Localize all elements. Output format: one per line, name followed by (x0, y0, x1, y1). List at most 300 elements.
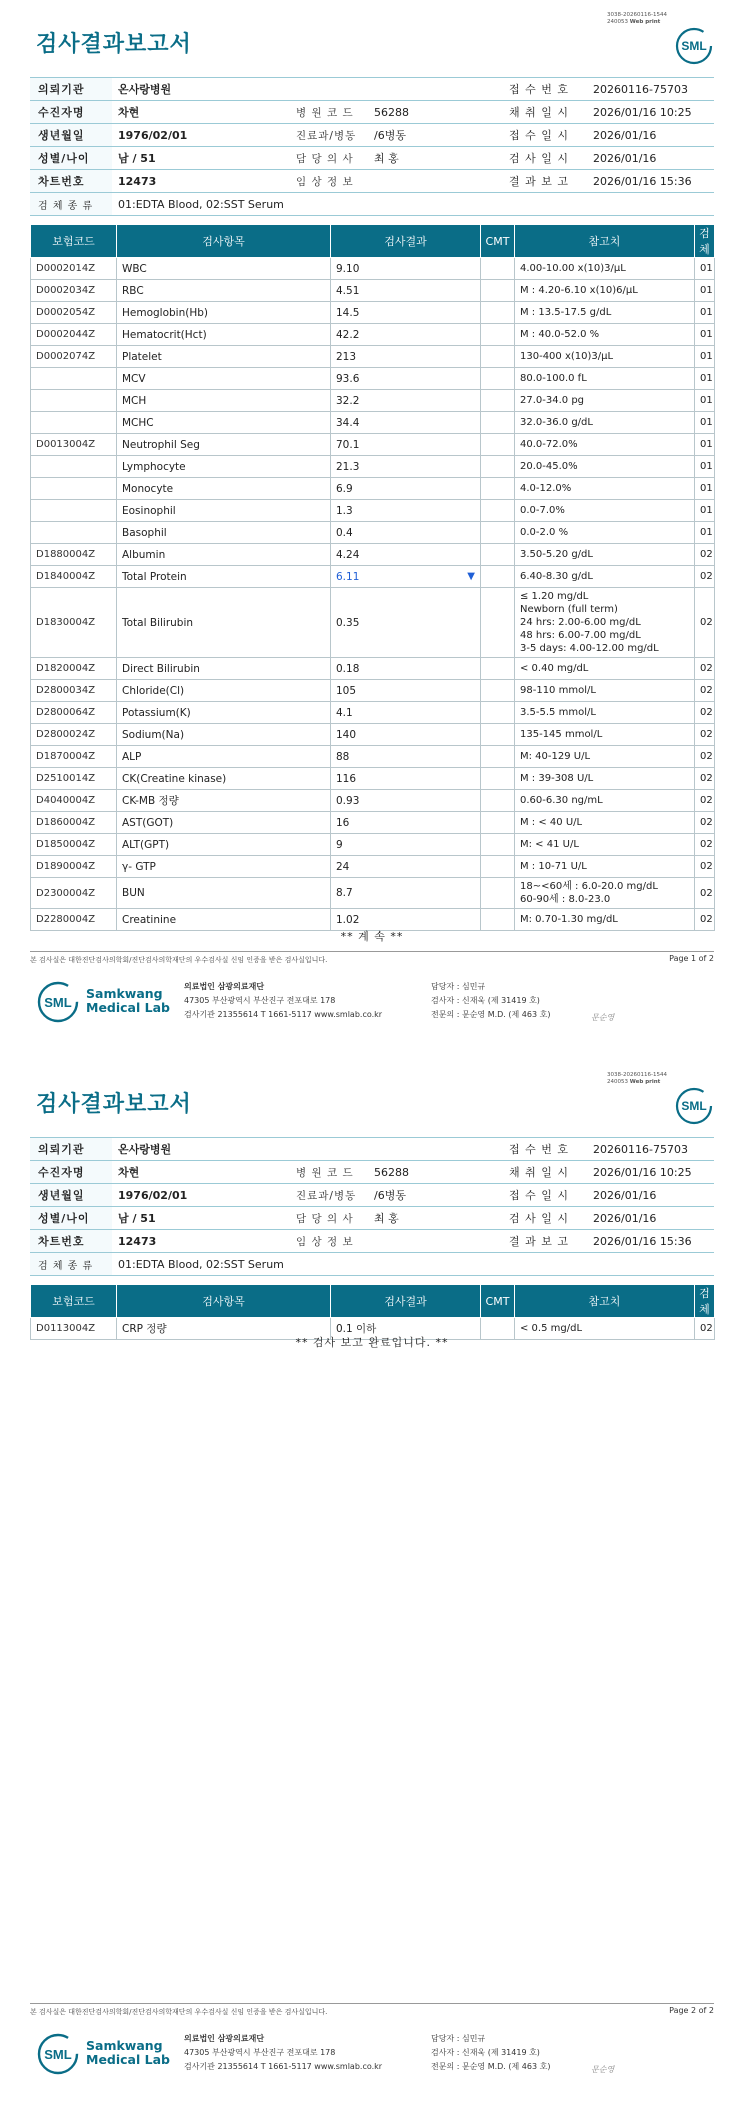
specimen-type-label: 검 체 종 류 (30, 1253, 112, 1276)
sml-footer-logo-text: SML (44, 2047, 72, 2062)
specimen-cell: 01 (695, 478, 715, 500)
low-flag-icon: ▼ (467, 570, 475, 582)
receipt-date-label: 접 수 일 시 (503, 124, 587, 147)
cmt-cell (481, 768, 515, 790)
reference-range-cell: 3.50-5.20 g/dL (515, 544, 695, 566)
print-stamp (607, 12, 697, 26)
dept-label: 진료과/병동 (290, 1184, 368, 1207)
insurance-code-cell (31, 478, 117, 500)
web-print-label: Web print (629, 19, 661, 25)
sex-age-label: 성별/나이 (30, 1207, 112, 1230)
reference-range-cell: M : 13.5-17.5 g/dL (515, 302, 695, 324)
dob-value: 1976/02/01 (112, 1184, 290, 1207)
continue-marker: ** 계 속 ** (340, 930, 404, 943)
report-time-label: 결 과 보 고 (503, 170, 587, 193)
result-row (31, 658, 715, 680)
cmt-cell (481, 588, 515, 658)
insurance-code-cell (31, 522, 117, 544)
staff-line1: 담당자 : 심민규 (431, 982, 486, 991)
lab-staff (431, 2032, 550, 2074)
specimen-cell: 02 (695, 724, 715, 746)
test-item-cell: Hemoglobin(Hb) (117, 302, 331, 324)
test-item-cell: Lymphocyte (117, 456, 331, 478)
result-value: 213 (336, 350, 357, 363)
reference-range-cell: M: < 41 U/L (515, 834, 695, 856)
result-row (31, 434, 715, 456)
result-value: 24 (336, 860, 350, 873)
reference-range-cell: 6.40-8.30 g/dL (515, 566, 695, 588)
certification-note: 본 검사실은 대한진단검사의학회/진단검사의학재단의 우수검사실 신임 인증을 받은 검사실입니다. (30, 2008, 328, 2016)
result-value: 6.9 (336, 482, 353, 495)
result-row (31, 368, 715, 390)
specimen-cell: 01 (695, 280, 715, 302)
staff-line2: 검사자 : 신재욱 (제 31419 호) (431, 996, 540, 1005)
staff-line3: 전문의 : 문순영 M.D. (제 463 호) (431, 1010, 551, 1019)
result-row (31, 746, 715, 768)
insurance-code-cell: D1890004Z (31, 856, 117, 878)
cmt-cell (481, 878, 515, 909)
test-item-cell: MCH (117, 390, 331, 412)
reference-range-cell: M : 39-308 U/L (515, 768, 695, 790)
result-value: 6.11 (336, 570, 360, 583)
insurance-code-cell: D1870004Z (31, 746, 117, 768)
cmt-cell (481, 658, 515, 680)
test-item-cell: MCV (117, 368, 331, 390)
result-value: 0.18 (336, 662, 360, 675)
hospital-code-label: 병 원 코 드 (290, 1161, 368, 1184)
specimen-type-value: 01:EDTA Blood, 02:SST Serum (112, 193, 714, 216)
insurance-code-cell (31, 390, 117, 412)
insurance-code-cell (31, 456, 117, 478)
address-line: 47305 부산광역시 부산진구 전포대로 178 (184, 996, 336, 1005)
cmt-cell (481, 680, 515, 702)
specimen-cell: 01 (695, 456, 715, 478)
footer-divider (30, 951, 714, 952)
insurance-code-cell: D4040004Z (31, 790, 117, 812)
reference-range-cell: M : 10-71 U/L (515, 856, 695, 878)
insurance-code-cell (31, 500, 117, 522)
result-value: 4.24 (336, 548, 360, 561)
cmt-cell (481, 346, 515, 368)
specimen-cell: 02 (695, 702, 715, 724)
page-number: Page 1 of 2 (669, 954, 714, 963)
org-name: 의료법인 삼광의료재단 (184, 982, 265, 991)
test-item-cell: WBC (117, 258, 331, 280)
result-row (31, 544, 715, 566)
specimen-cell: 01 (695, 412, 715, 434)
patient-name-value: 차현 (112, 101, 290, 124)
test-result-cell (331, 878, 481, 909)
cmt-cell (481, 412, 515, 434)
reference-line: 3-5 days: 4.00-12.00 mg/dL (520, 643, 659, 654)
staff-line2: 검사자 : 신재욱 (제 31419 호) (431, 2048, 540, 2057)
address-line: 47305 부산광역시 부산진구 전포대로 178 (184, 2048, 336, 2057)
reference-range-cell: 0.0-2.0 % (515, 522, 695, 544)
reference-range-cell: M : < 40 U/L (515, 812, 695, 834)
specimen-cell: 02 (695, 812, 715, 834)
test-result-cell (331, 522, 481, 544)
test-result-cell (331, 588, 481, 658)
chart-no-label: 차트번호 (30, 170, 112, 193)
test-result-cell (331, 390, 481, 412)
result-row (31, 390, 715, 412)
test-result-cell (331, 680, 481, 702)
specimen-cell: 02 (695, 909, 715, 931)
test-item-cell: CRP 정량 (117, 1318, 331, 1340)
specimen-type-label: 검 체 종 류 (30, 193, 112, 216)
hospital-code-value: 56288 (368, 101, 503, 124)
doctor-label: 담 당 의 사 (290, 1207, 368, 1230)
doctor-signature: 문순영 (591, 2065, 615, 2074)
dob-label: 생년월일 (30, 124, 112, 147)
col-header-cmt: CMT (481, 225, 515, 258)
test-result-cell (331, 412, 481, 434)
receipt-date-label: 접 수 일 시 (503, 1184, 587, 1207)
result-value: 16 (336, 816, 350, 829)
test-result-cell (331, 346, 481, 368)
test-result-cell (331, 456, 481, 478)
test-result-cell (331, 258, 481, 280)
report-title: 검사결과보고서 (36, 32, 192, 57)
sml-footer-logo-text: SML (44, 995, 72, 1010)
specimen-cell: 01 (695, 368, 715, 390)
lab-staff (431, 980, 550, 1022)
cmt-cell (481, 434, 515, 456)
clinical-info-label: 임 상 정 보 (290, 170, 368, 193)
specimen-cell: 02 (695, 588, 715, 658)
test-result-cell (331, 566, 481, 588)
sml-logo-text: SML (681, 39, 707, 53)
result-value: 1.02 (336, 913, 360, 926)
insurance-code-cell: D0002014Z (31, 258, 117, 280)
insurance-code-cell: D0113004Z (31, 1318, 117, 1340)
reference-range-cell: M: 0.70-1.30 mg/dL (515, 909, 695, 931)
reference-range-cell: 40.0-72.0% (515, 434, 695, 456)
test-result-cell (331, 478, 481, 500)
collect-time-value: 2026/01/16 10:25 (587, 101, 714, 124)
insurance-code-cell (31, 368, 117, 390)
receipt-no-label: 접 수 번 호 (503, 78, 587, 101)
test-result-cell (331, 724, 481, 746)
dept-value: /6병동 (368, 1184, 503, 1207)
reference-line: ≤ 1.20 mg/dL (520, 591, 589, 602)
dob-label: 생년월일 (30, 1184, 112, 1207)
hospital-code-label: 병 원 코 드 (290, 101, 368, 124)
result-row (31, 258, 715, 280)
sml-logo-icon (674, 26, 714, 66)
test-item-cell: Hematocrit(Hct) (117, 324, 331, 346)
test-date-label: 검 사 일 시 (503, 147, 587, 170)
result-row (31, 302, 715, 324)
test-item-cell: ALP (117, 746, 331, 768)
test-result-cell (331, 544, 481, 566)
report-time-value: 2026/01/16 15:36 (587, 1230, 714, 1253)
col-header-spec: 검체 (695, 225, 715, 258)
test-item-cell: Potassium(K) (117, 702, 331, 724)
reference-range-cell: 4.00-10.00 x(10)3/μL (515, 258, 695, 280)
result-value: 116 (336, 772, 357, 785)
test-item-cell: ALT(GPT) (117, 834, 331, 856)
specimen-cell: 02 (695, 834, 715, 856)
result-row (31, 346, 715, 368)
patient-info-table (30, 77, 714, 216)
cmt-cell (481, 456, 515, 478)
reference-range-cell: 130-400 x(10)3/μL (515, 346, 695, 368)
web-print-label: Web print (629, 1079, 661, 1085)
insurance-code-cell: D0002034Z (31, 280, 117, 302)
specimen-cell: 02 (695, 856, 715, 878)
hospital-code-value: 56288 (368, 1161, 503, 1184)
result-value: 34.4 (336, 416, 360, 429)
patient-info-table (30, 1137, 714, 1276)
reference-range-cell: M : 40.0-52.0 % (515, 324, 695, 346)
contact-line: 검사기관 21355614 T 1661-5117 www.smlab.co.kr (184, 2062, 383, 2071)
result-value: 8.7 (336, 887, 353, 899)
sex-age-value: 남 / 51 (112, 1207, 290, 1230)
insurance-code-cell: D1830004Z (31, 588, 117, 658)
lab-footer (36, 980, 716, 1030)
insurance-code-cell: D1880004Z (31, 544, 117, 566)
col-header-result: 검사결과 (331, 225, 481, 258)
col-header-item: 검사항목 (117, 1285, 331, 1318)
result-value: 9.10 (336, 262, 360, 275)
insurance-code-cell: D2300004Z (31, 878, 117, 909)
insurance-code-cell: D1840004Z (31, 566, 117, 588)
page-number: Page 2 of 2 (669, 2006, 714, 2015)
specimen-cell: 01 (695, 324, 715, 346)
col-header-cmt: CMT (481, 1285, 515, 1318)
reference-range-cell: 80.0-100.0 fL (515, 368, 695, 390)
insurance-code-cell: D2800034Z (31, 680, 117, 702)
specimen-cell: 01 (695, 522, 715, 544)
receipt-no-label: 접 수 번 호 (503, 1138, 587, 1161)
dept-label: 진료과/병동 (290, 124, 368, 147)
col-header-item: 검사항목 (117, 225, 331, 258)
result-row (31, 724, 715, 746)
col-header-spec: 검체 (695, 1285, 715, 1318)
result-row (31, 566, 715, 588)
test-result-cell (331, 500, 481, 522)
col-header-code: 보험코드 (31, 225, 117, 258)
specimen-cell: 02 (695, 768, 715, 790)
specimen-cell: 01 (695, 346, 715, 368)
cmt-cell (481, 478, 515, 500)
print-stamp-line1: 3038-20260116-1544 (607, 12, 667, 18)
collect-time-value: 2026/01/16 10:25 (587, 1161, 714, 1184)
specimen-cell: 01 (695, 390, 715, 412)
test-item-cell: Sodium(Na) (117, 724, 331, 746)
insurance-code-cell: D2800024Z (31, 724, 117, 746)
patient-name-value: 차현 (112, 1161, 290, 1184)
results-table-page-1 (30, 224, 715, 931)
dept-value: /6병동 (368, 124, 503, 147)
result-value: 0.35 (336, 616, 360, 629)
receipt-date-value: 2026/01/16 (587, 124, 714, 147)
test-result-cell (331, 302, 481, 324)
hospital-value: 온사랑병원 (112, 78, 503, 101)
reference-range-cell: 135-145 mmol/L (515, 724, 695, 746)
specimen-cell: 01 (695, 302, 715, 324)
print-stamp-line1: 3038-20260116-1544 (607, 1072, 667, 1078)
result-value: 93.6 (336, 372, 360, 385)
cmt-cell (481, 746, 515, 768)
test-item-cell: CK-MB 정량 (117, 790, 331, 812)
result-row (31, 702, 715, 724)
result-value: 0.4 (336, 526, 353, 539)
test-item-cell: RBC (117, 280, 331, 302)
specimen-cell: 01 (695, 500, 715, 522)
sml-footer-logo-icon (36, 980, 80, 1024)
reference-line: 18~<60세 : 6.0-20.0 mg/dL (520, 881, 658, 892)
result-value: 105 (336, 684, 357, 697)
cmt-cell (481, 702, 515, 724)
receipt-date-value: 2026/01/16 (587, 1184, 714, 1207)
contact-line: 검사기관 21355614 T 1661-5117 www.smlab.co.kr (184, 1010, 383, 1019)
brand-name (86, 987, 170, 1015)
reference-range-cell: 3.5-5.5 mmol/L (515, 702, 695, 724)
test-result-cell (331, 746, 481, 768)
insurance-code-cell: D1860004Z (31, 812, 117, 834)
reference-line: 48 hrs: 6.00-7.00 mg/dL (520, 630, 641, 641)
reference-line: 24 hrs: 2.00-6.00 mg/dL (520, 617, 641, 628)
test-result-cell (331, 658, 481, 680)
result-value: 0.93 (336, 794, 360, 807)
brand-line1: Samkwang (86, 2038, 163, 2053)
certification-note: 본 검사실은 대한진단검사의학회/진단검사의학재단의 우수검사실 신임 인증을 받은 검사실입니다. (30, 956, 328, 964)
test-result-cell (331, 702, 481, 724)
doctor-value: 최 홍 (368, 1207, 503, 1230)
print-stamp-line2: 240053 (607, 1079, 628, 1085)
cmt-cell (481, 324, 515, 346)
clinical-info-label: 임 상 정 보 (290, 1230, 368, 1253)
test-item-cell: Eosinophil (117, 500, 331, 522)
reference-range-cell (515, 878, 695, 909)
org-name: 의료법인 삼광의료재단 (184, 2034, 265, 2043)
insurance-code-cell: D1820004Z (31, 658, 117, 680)
chart-no-label: 차트번호 (30, 1230, 112, 1253)
result-value: 42.2 (336, 328, 360, 341)
test-result-cell (331, 856, 481, 878)
result-value: 140 (336, 728, 357, 741)
cmt-cell (481, 390, 515, 412)
cmt-cell (481, 566, 515, 588)
test-result-cell (331, 768, 481, 790)
test-result-cell (331, 368, 481, 390)
test-item-cell: Albumin (117, 544, 331, 566)
collect-time-label: 채 취 일 시 (503, 1161, 587, 1184)
result-row (31, 812, 715, 834)
test-item-cell: Monocyte (117, 478, 331, 500)
result-value: 1.3 (336, 504, 353, 517)
specimen-cell: 01 (695, 258, 715, 280)
reference-line: 60-90세 : 8.0-23.0 (520, 894, 611, 905)
report-title: 검사결과보고서 (36, 1092, 192, 1117)
cmt-cell (481, 258, 515, 280)
specimen-cell: 02 (695, 878, 715, 909)
results-table-page-2 (30, 1284, 715, 1340)
result-row (31, 478, 715, 500)
test-item-cell: BUN (117, 878, 331, 909)
result-value: 14.5 (336, 306, 360, 319)
insurance-code-cell: D0002054Z (31, 302, 117, 324)
test-item-cell: Neutrophil Seg (117, 434, 331, 456)
clinical-info-value (368, 1230, 503, 1253)
specimen-cell: 02 (695, 680, 715, 702)
test-result-cell (331, 790, 481, 812)
cmt-cell (481, 812, 515, 834)
doctor-label: 담 당 의 사 (290, 147, 368, 170)
sml-logo-icon (674, 1086, 714, 1126)
reference-range-cell: < 0.5 mg/dL (515, 1318, 695, 1340)
lab-address (184, 980, 382, 1022)
print-stamp-line2: 240053 (607, 19, 628, 25)
reference-range-cell: < 0.40 mg/dL (515, 658, 695, 680)
receipt-no-value: 20260116-75703 (587, 1138, 714, 1161)
sex-age-value: 남 / 51 (112, 147, 290, 170)
test-item-cell: MCHC (117, 412, 331, 434)
lab-address (184, 2032, 382, 2074)
sex-age-label: 성별/나이 (30, 147, 112, 170)
cmt-cell (481, 500, 515, 522)
insurance-code-cell: D0002044Z (31, 324, 117, 346)
test-date-value: 2026/01/16 (587, 147, 714, 170)
report-time-label: 결 과 보 고 (503, 1230, 587, 1253)
sml-footer-logo-icon (36, 2032, 80, 2076)
brand-line1: Samkwang (86, 986, 163, 1001)
chart-no-value: 12473 (112, 1230, 290, 1253)
report-time-value: 2026/01/16 15:36 (587, 170, 714, 193)
brand-line2: Medical Lab (86, 2052, 170, 2067)
brand-line2: Medical Lab (86, 1000, 170, 1015)
col-header-code: 보험코드 (31, 1285, 117, 1318)
collect-time-label: 채 취 일 시 (503, 101, 587, 124)
doctor-signature: 문순영 (591, 1013, 615, 1022)
test-item-cell: γ- GTP (117, 856, 331, 878)
insurance-code-cell (31, 412, 117, 434)
result-row (31, 588, 715, 658)
reference-range-cell: 4.0-12.0% (515, 478, 695, 500)
test-item-cell: AST(GOT) (117, 812, 331, 834)
test-date-value: 2026/01/16 (587, 1207, 714, 1230)
insurance-code-cell: D2800064Z (31, 702, 117, 724)
cmt-cell (481, 280, 515, 302)
sml-logo-text: SML (681, 1099, 707, 1113)
result-row (31, 500, 715, 522)
cmt-cell (481, 544, 515, 566)
specimen-type-value: 01:EDTA Blood, 02:SST Serum (112, 1253, 714, 1276)
insurance-code-cell: D0002074Z (31, 346, 117, 368)
specimen-cell: 02 (695, 746, 715, 768)
test-item-cell: Platelet (117, 346, 331, 368)
chart-no-value: 12473 (112, 170, 290, 193)
hospital-label: 의뢰기관 (30, 78, 112, 101)
brand-name (86, 2039, 170, 2067)
cmt-cell (481, 856, 515, 878)
result-row (31, 456, 715, 478)
report-complete-marker: ** 검사 보고 완료입니다. ** (295, 1336, 449, 1349)
patient-name-label: 수진자명 (30, 1161, 112, 1184)
result-value: 9 (336, 838, 343, 851)
reference-range-cell: 0.60-6.30 ng/mL (515, 790, 695, 812)
result-row (31, 790, 715, 812)
result-row (31, 768, 715, 790)
print-stamp (607, 1072, 697, 1086)
specimen-cell: 01 (695, 434, 715, 456)
result-value: 88 (336, 750, 350, 763)
test-result-cell (331, 834, 481, 856)
insurance-code-cell: D1850004Z (31, 834, 117, 856)
test-item-cell: Chloride(Cl) (117, 680, 331, 702)
